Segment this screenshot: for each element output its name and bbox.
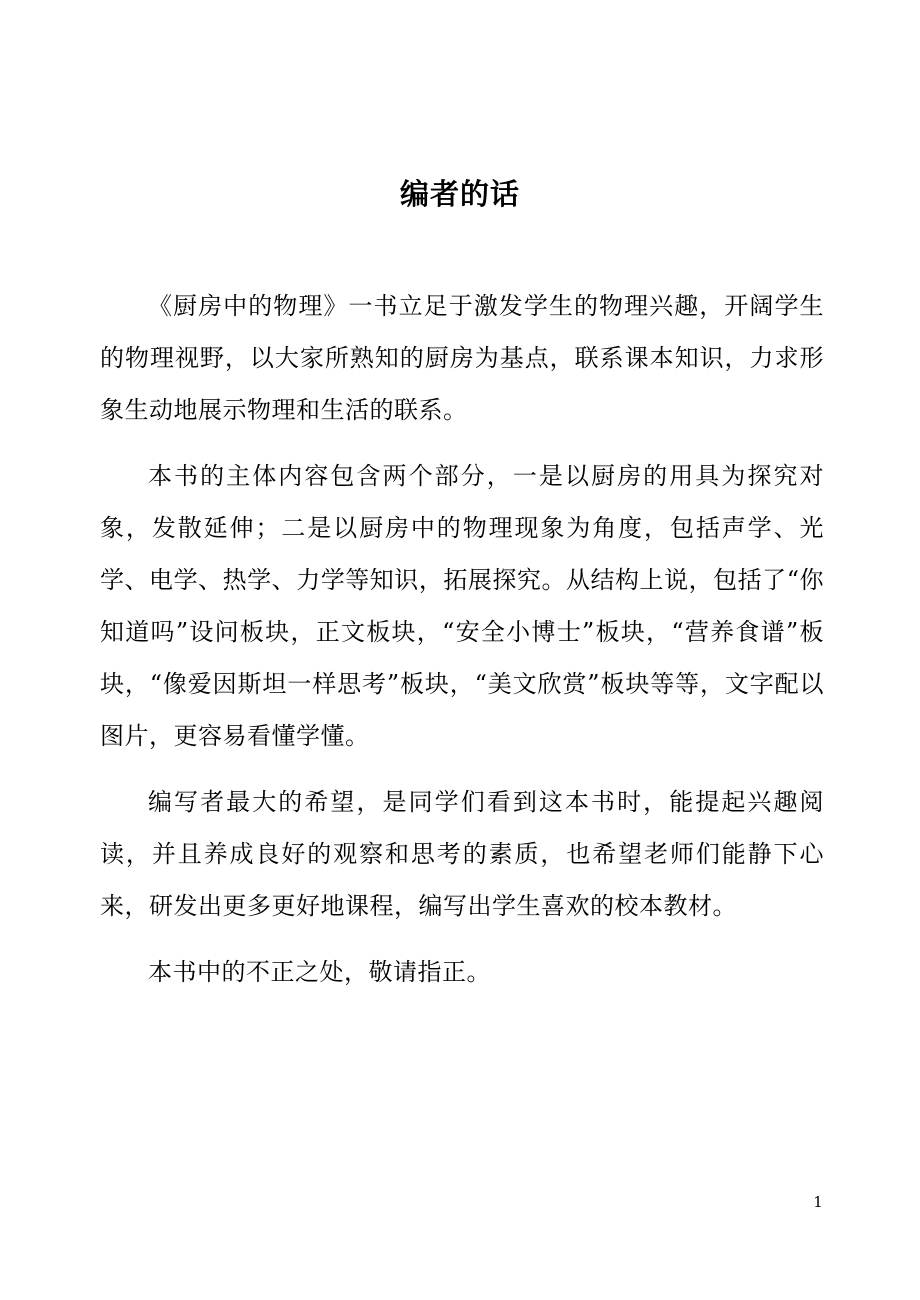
page-number: 1 (813, 1193, 823, 1211)
paragraph-intro: 《厨房中的物理》一书立足于激发学生的物理兴趣，开阔学生的物理视野，以大家所熟知的厨房为基点，联系课本知识，力求形象生动地展示物理和生活的联系。 (100, 292, 824, 424)
page-title: 编者的话 (399, 177, 520, 211)
paragraph-content: 本书的主体内容包含两个部分，一是以厨房的用具为探究对象，发散延伸；二是以厨房中的物理现象为角度，包括声学、光学、电学、热学、力学等知识，拓展探究。从结构上说，包括了“你知道吗”设问板块，正文板块，“安全小博士”板块，“营养食谱”板块，“像爱因斯坦一样思考”板块，“美文欣赏”板块等等，文字配以图片，更容易看懂学懂。 (100, 462, 824, 750)
paragraph-closing: 本书中的不正之处，敬请指正。 (148, 958, 491, 986)
body-text (100, 280, 824, 1012)
paragraph-hope: 编写者最大的希望，是同学们看到这本书时，能提起兴趣阅读，并且养成良好的观察和思考的素质，也希望老师们能静下心来，研发出更多更好地课程，编写出学生喜欢的校本教材。 (100, 788, 824, 920)
